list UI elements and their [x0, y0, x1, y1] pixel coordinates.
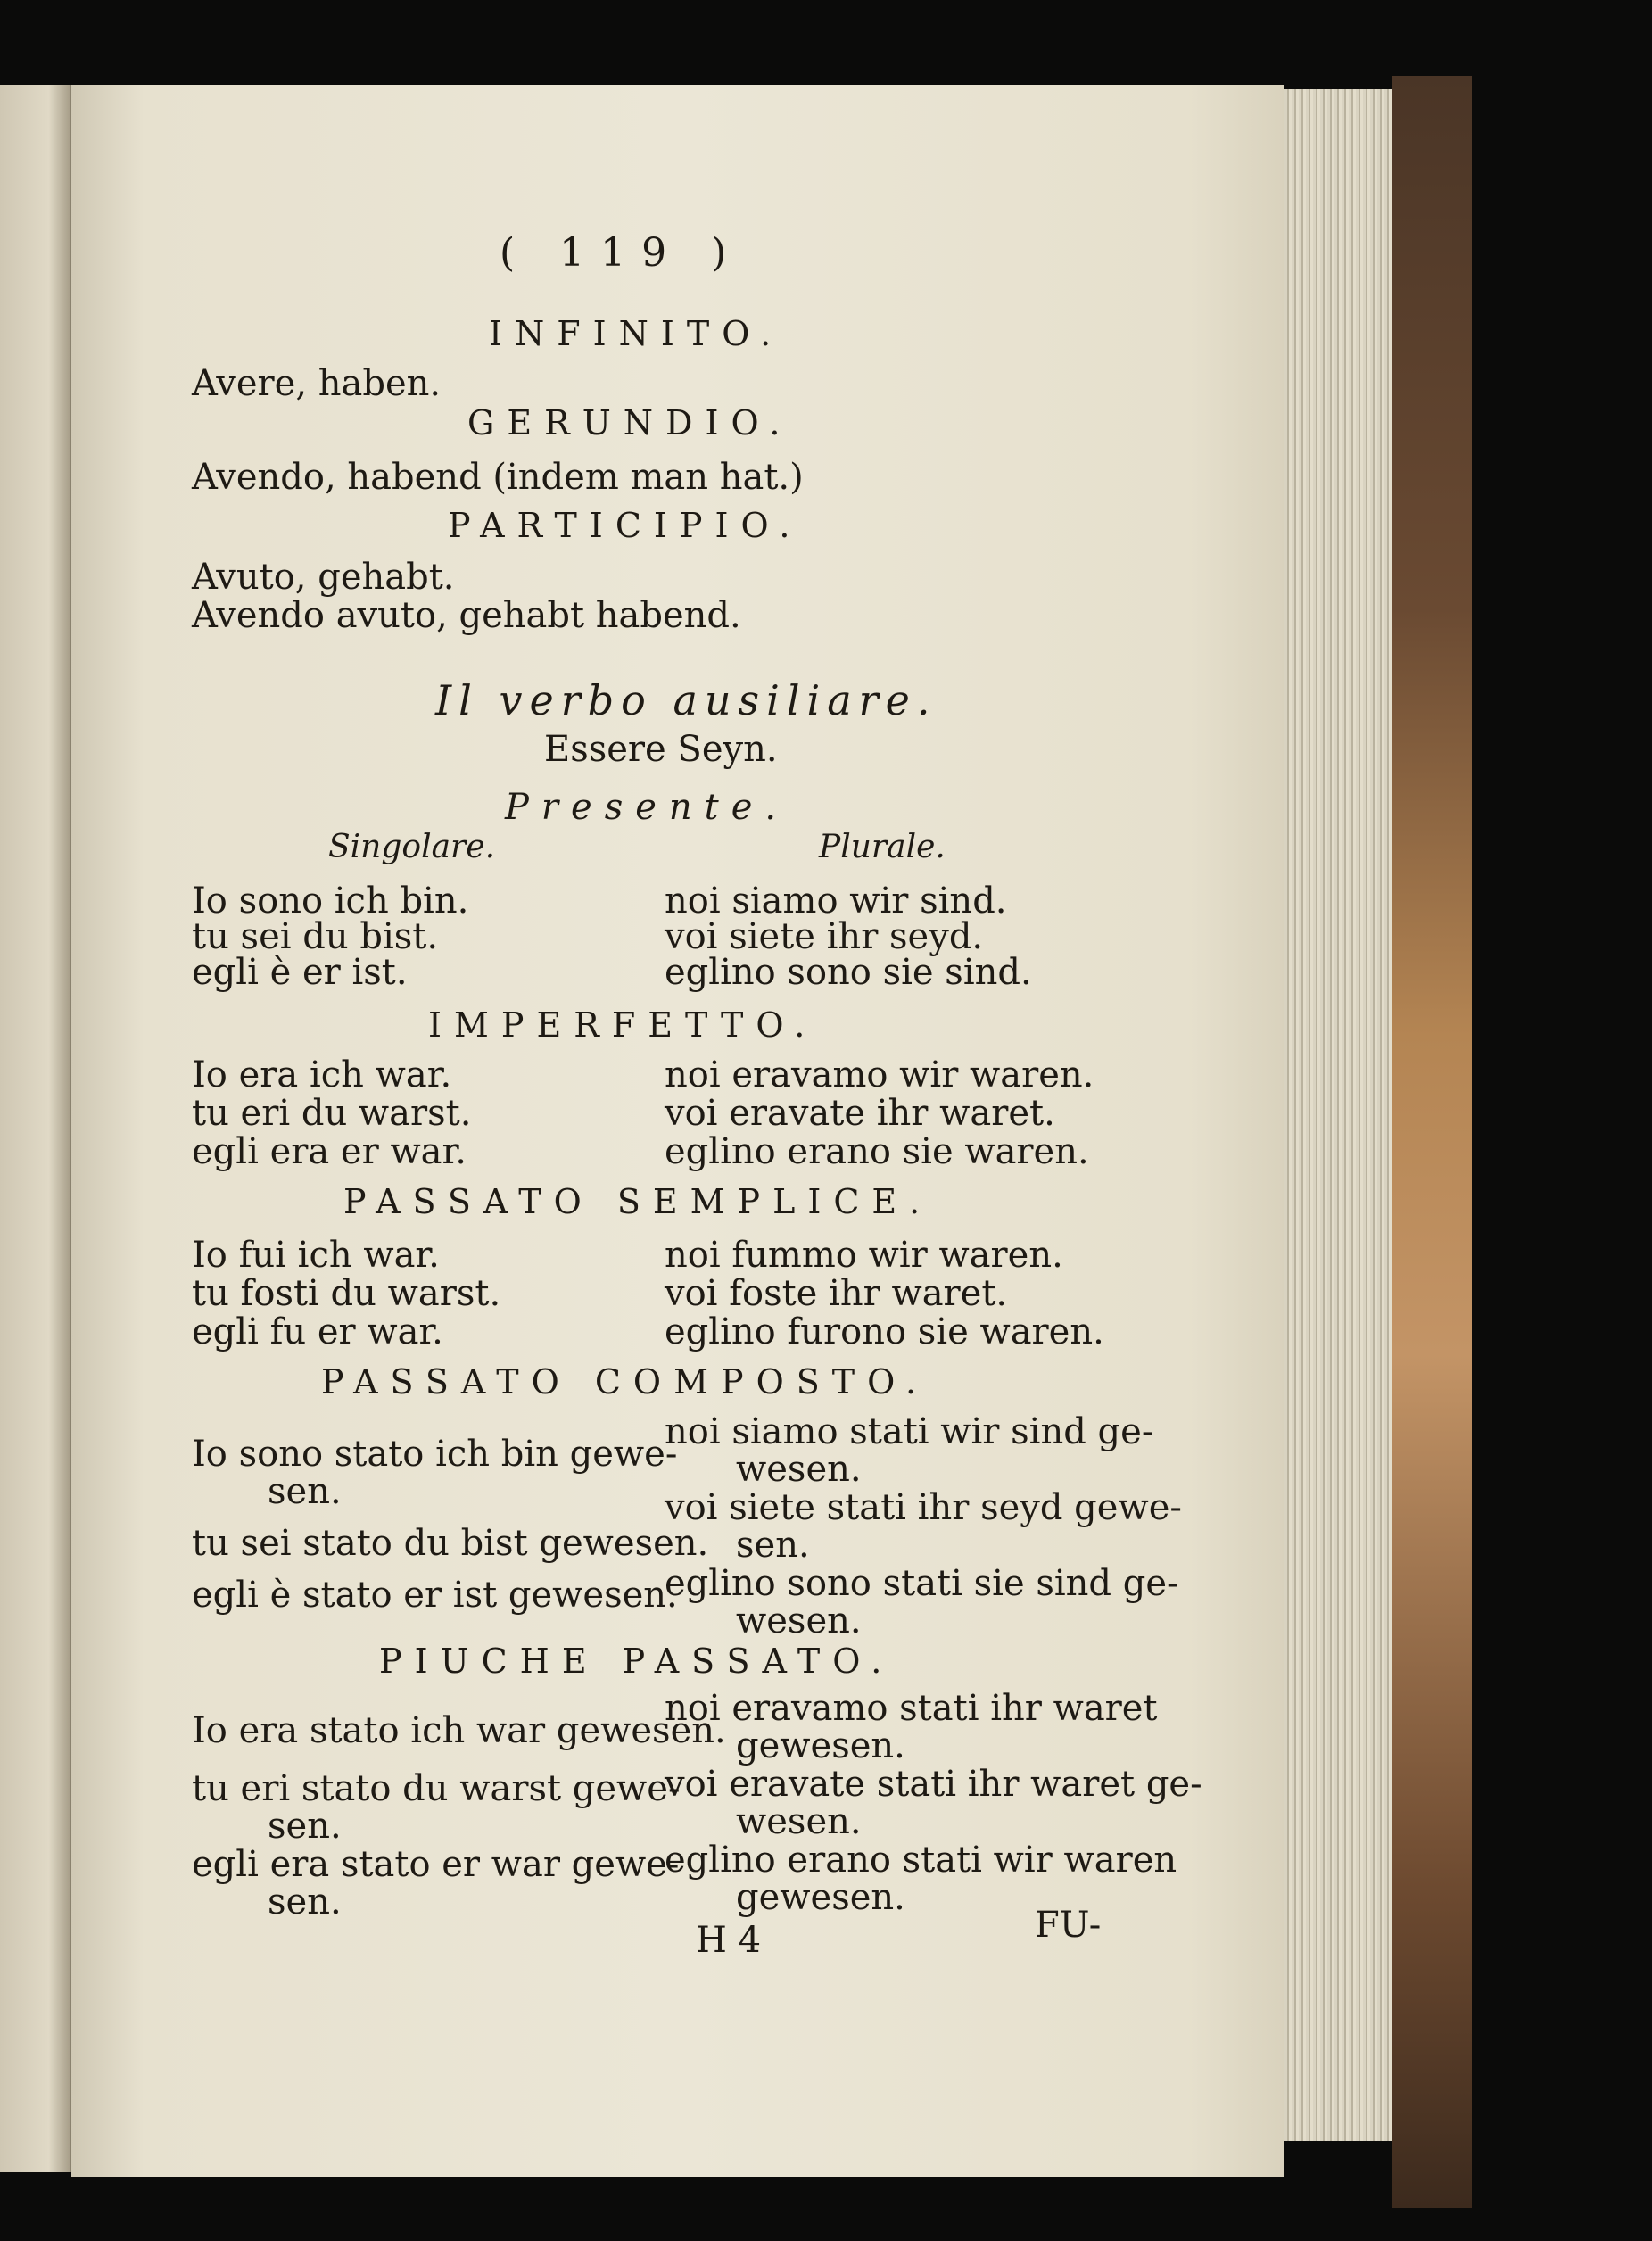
piuche-passato-left-line: tu eri stato du warst gewe-: [192, 1768, 681, 1809]
passato-composto-right-line: wesen.: [736, 1449, 862, 1490]
page-number: ( 119 ): [500, 230, 743, 276]
verb-subtitle: Essere Seyn.: [544, 729, 778, 770]
passato-semplice-left-line: egli fu er war.: [192, 1311, 443, 1352]
imperfetto-left-line: tu eri du warst.: [192, 1093, 472, 1134]
imperfetto-left-line: Io era ich war.: [192, 1054, 452, 1096]
presente-right-line: voi siete ihr seyd.: [665, 916, 984, 957]
catchword: FU-: [1035, 1905, 1102, 1946]
heading-passato-semplice: PASSATO SEMPLICE.: [343, 1182, 933, 1221]
passato-composto-right-line: noi siamo stati wir sind ge-: [665, 1411, 1154, 1452]
imperfetto-right-line: eglino erano sie waren.: [665, 1131, 1089, 1172]
passato-composto-right-line: eglino sono stati sie sind ge-: [665, 1563, 1179, 1604]
piuche-passato-left-line: egli era stato er war gewe-: [192, 1844, 680, 1885]
piuche-passato-right-line: gewesen.: [736, 1877, 905, 1918]
presente-left-line: tu sei du bist.: [192, 916, 439, 957]
label-plurale: Plurale.: [819, 829, 946, 865]
participio-line: Avendo avuto, gehabt habend.: [192, 595, 741, 636]
passato-composto-right-line: sen.: [736, 1525, 810, 1566]
heading-gerundio: GERUNDIO.: [467, 403, 793, 442]
passato-semplice-right-line: voi foste ihr waret.: [665, 1273, 1008, 1314]
gerundio-line: Avendo, habend (indem man hat.): [192, 457, 804, 498]
infinito-line: Avere, haben.: [192, 363, 442, 404]
passato-composto-left-line: tu sei stato du bist gewesen.: [192, 1523, 709, 1564]
piuche-passato-right-line: eglino erano stati wir waren: [665, 1840, 1177, 1881]
piuche-passato-left-line: sen.: [268, 1806, 342, 1847]
presente-left-line: Io sono ich bin.: [192, 881, 469, 922]
heading-participio: PARTICIPIO.: [448, 506, 803, 545]
imperfetto-left-line: egli era er war.: [192, 1131, 467, 1172]
piuche-passato-right-line: gewesen.: [736, 1725, 905, 1766]
heading-piuche-passato: PIUCHE PASSATO.: [379, 1641, 895, 1681]
piuche-passato-left-line: Io era stato ich war gewesen.: [192, 1710, 726, 1751]
piuche-passato-right-line: voi eravate stati ihr waret ge-: [665, 1764, 1202, 1805]
heading-passato-composto: PASSATO COMPOSTO.: [321, 1362, 929, 1402]
piuche-passato-right-line: noi eravamo stati ihr waret: [665, 1688, 1158, 1729]
piuche-passato-left-line: sen.: [268, 1881, 342, 1923]
passato-composto-right-line: voi siete stati ihr seyd gewe-: [665, 1487, 1182, 1528]
passato-composto-left-line: Io sono stato ich bin gewe-: [192, 1434, 678, 1475]
passato-composto-right-line: wesen.: [736, 1600, 862, 1641]
presente-right-line: eglino sono sie sind.: [665, 952, 1032, 993]
label-singolare: Singolare.: [328, 829, 496, 865]
heading-infinito: INFINITO.: [489, 314, 784, 353]
book-cover-edge: [1392, 76, 1472, 2208]
piuche-passato-right-line: wesen.: [736, 1801, 862, 1842]
passato-semplice-right-line: eglino furono sie waren.: [665, 1311, 1104, 1352]
passato-semplice-left-line: Io fui ich war.: [192, 1235, 440, 1276]
verb-title: Il verbo ausiliare.: [435, 676, 938, 724]
participio-line: Avuto, gehabt.: [192, 557, 455, 598]
presente-right-line: noi siamo wir sind.: [665, 881, 1007, 922]
passato-composto-left-line: sen.: [268, 1471, 342, 1512]
presente-left-line: egli è er ist.: [192, 952, 408, 993]
page-stack-edge: [1284, 89, 1392, 2141]
heading-imperfetto: IMPERFETTO.: [428, 1005, 818, 1045]
heading-presente: Presente.: [505, 787, 789, 828]
passato-composto-left-line: egli è stato er ist gewesen.: [192, 1575, 678, 1616]
signature-mark: H 4: [696, 1920, 762, 1961]
imperfetto-right-line: noi eravamo wir waren.: [665, 1054, 1094, 1096]
facing-page-edge: [0, 85, 71, 2172]
passato-semplice-right-line: noi fummo wir waren.: [665, 1235, 1063, 1276]
imperfetto-right-line: voi eravate ihr waret.: [665, 1093, 1055, 1134]
passato-semplice-left-line: tu fosti du warst.: [192, 1273, 501, 1314]
